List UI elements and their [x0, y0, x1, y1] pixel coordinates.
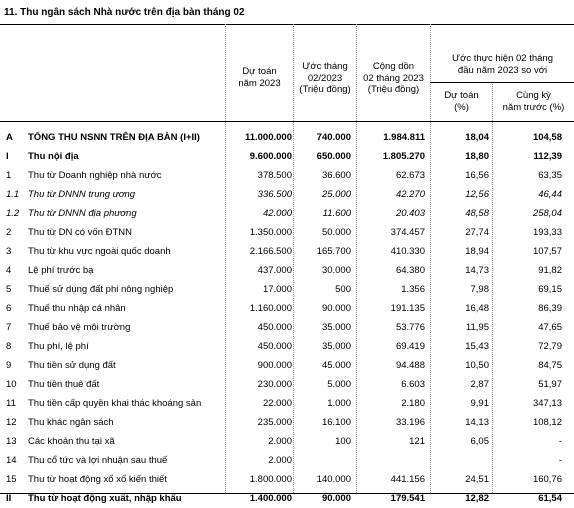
row-value: 33.196 — [395, 417, 425, 428]
table-row — [0, 432, 574, 451]
table-row — [0, 261, 574, 280]
row-value: 47,65 — [538, 322, 562, 333]
row-value: - — [558, 455, 562, 466]
table-row — [0, 128, 574, 147]
row-label: Thu từ Doanh nghiệp nhà nước — [28, 170, 162, 181]
header-uoc-thang — [294, 61, 356, 96]
row-value: 35.000 — [321, 341, 351, 352]
row-label: Thu phí, lệ phí — [28, 341, 89, 352]
row-value: 63,35 — [538, 170, 562, 181]
row-value: 165.700 — [316, 246, 351, 257]
table-row — [0, 280, 574, 299]
header-so-cung-ky — [493, 90, 574, 113]
row-value: 1.000 — [327, 398, 351, 409]
row-value: 374.457 — [390, 227, 425, 238]
table-row — [0, 375, 574, 394]
row-label: Thu tiền thuê đất — [28, 379, 100, 390]
row-value: 22.000 — [262, 398, 292, 409]
table-row — [0, 204, 574, 223]
row-value: 94.488 — [395, 360, 425, 371]
row-value: 17.000 — [262, 284, 292, 295]
row-value: 450.000 — [257, 341, 292, 352]
row-value: 437.000 — [257, 265, 292, 276]
row-value: 45.000 — [321, 360, 351, 371]
row-value: 1.160.000 — [249, 303, 292, 314]
row-code: 6 — [6, 303, 12, 314]
row-value: 230.000 — [257, 379, 292, 390]
row-label: Thu từ hoạt động xuất, nhập khẩu — [28, 493, 182, 504]
header-so-du-toan — [431, 90, 492, 113]
row-value: - — [558, 436, 562, 447]
row-value: 69.419 — [395, 341, 425, 352]
table-row — [0, 470, 574, 489]
row-value: 16,56 — [465, 170, 489, 181]
page-title: 11. Thu ngân sách Nhà nước trên địa bàn tháng 02 — [4, 7, 245, 18]
row-value: 51,97 — [538, 379, 562, 390]
row-value: 30.000 — [321, 265, 351, 276]
row-code: 14 — [6, 455, 17, 466]
row-code: 1.1 — [6, 189, 20, 200]
row-value: 53.776 — [395, 322, 425, 333]
row-code: A — [6, 132, 13, 143]
row-value: 235.000 — [257, 417, 292, 428]
table-row — [0, 185, 574, 204]
row-value: 2.000 — [268, 436, 292, 447]
row-value: 25.000 — [321, 189, 351, 200]
row-value: 336.500 — [257, 189, 292, 200]
header-text: Dự toán — [242, 66, 277, 77]
header-text: năm trước (%) — [502, 101, 565, 113]
row-value: 16,48 — [465, 303, 489, 314]
header-text: (Triệu đồng) — [367, 84, 420, 95]
header-text: 02 tháng 2023 — [363, 72, 424, 84]
row-value: 72,79 — [538, 341, 562, 352]
row-label: Thuế bảo vệ môi trường — [28, 322, 131, 333]
row-code: 3 — [6, 246, 12, 257]
table-row — [0, 356, 574, 375]
header-du-toan — [226, 66, 293, 89]
row-value: 84,75 — [538, 360, 562, 371]
row-value: 90.000 — [321, 303, 351, 314]
row-value: 1.400.000 — [249, 493, 292, 504]
row-value: 61,54 — [538, 493, 562, 504]
row-value: 24,51 — [465, 474, 489, 485]
row-value: 35.000 — [321, 322, 351, 333]
row-code: 8 — [6, 341, 12, 352]
row-value: 10,50 — [465, 360, 489, 371]
header-text: Ước thực hiện 02 tháng — [452, 53, 553, 64]
row-value: 1.805.270 — [382, 151, 425, 162]
header-subdivider — [430, 82, 574, 83]
row-code: 5 — [6, 284, 12, 295]
row-code: 10 — [6, 379, 17, 390]
row-code: 12 — [6, 417, 17, 428]
row-value: 14,13 — [465, 417, 489, 428]
row-value: 46,44 — [538, 189, 562, 200]
row-label: Thu nội địa — [28, 151, 79, 162]
header-text: 02/2023 — [307, 72, 343, 84]
row-value: 12,56 — [465, 189, 489, 200]
row-value: 104,58 — [532, 132, 562, 143]
table-row — [0, 318, 574, 337]
row-label: Lệ phí trước bạ — [28, 265, 94, 276]
table-row — [0, 147, 574, 166]
row-code: II — [6, 493, 12, 504]
row-value: 7,98 — [470, 284, 489, 295]
row-label: Thu từ khu vực ngoài quốc doanh — [28, 246, 171, 257]
row-value: 14,73 — [465, 265, 489, 276]
row-value: 378.500 — [257, 170, 292, 181]
row-label: TỔNG THU NSNN TRÊN ĐỊA BÀN (I+II) — [28, 132, 200, 143]
row-value: 107,57 — [532, 246, 562, 257]
row-value: 500 — [335, 284, 351, 295]
row-label: Thu cổ tức và lợi nhuận sau thuế — [28, 455, 168, 466]
row-code: 13 — [6, 436, 17, 447]
row-value: 2.180 — [401, 398, 425, 409]
row-value: 36.600 — [321, 170, 351, 181]
row-value: 258,04 — [532, 208, 562, 219]
row-label: Thuế thu nhập cá nhân — [28, 303, 126, 314]
row-value: 740.000 — [316, 132, 351, 143]
row-value: 191.135 — [390, 303, 425, 314]
row-value: 48,58 — [465, 208, 489, 219]
row-value: 6.603 — [401, 379, 425, 390]
row-value: 1.984.811 — [383, 132, 425, 143]
row-label: Các khoản thu tại xã — [28, 436, 115, 447]
row-value: 42.270 — [395, 189, 425, 200]
row-value: 16.100 — [321, 417, 351, 428]
row-value: 20.403 — [395, 208, 425, 219]
row-value: 410.330 — [390, 246, 425, 257]
row-value: 18,80 — [465, 151, 489, 162]
header-text: đầu năm 2023 so với — [457, 64, 548, 76]
row-value: 100 — [335, 436, 351, 447]
row-value: 441.156 — [390, 474, 425, 485]
row-label: Thuế sử dụng đất phi nông nghiệp — [28, 284, 174, 295]
header-text: Cùng kỳ — [516, 90, 551, 101]
row-label: Thu tiền sử dụng đất — [28, 360, 116, 371]
row-value: 91,82 — [538, 265, 562, 276]
row-value: 1.356 — [401, 284, 425, 295]
row-value: 18,94 — [465, 246, 489, 257]
row-value: 15,43 — [465, 341, 489, 352]
row-label: Thu từ hoạt động xổ xố kiến thiết — [28, 474, 167, 485]
row-value: 64.380 — [395, 265, 425, 276]
row-value: 179.541 — [390, 493, 425, 504]
row-code: 2 — [6, 227, 12, 238]
row-value: 11.600 — [322, 208, 351, 219]
header-bottom-border — [0, 121, 574, 122]
table-row — [0, 451, 574, 470]
row-value: 69,15 — [538, 284, 562, 295]
row-value: 121 — [409, 436, 425, 447]
table-row — [0, 242, 574, 261]
header-text: Cộng dồn — [372, 61, 415, 72]
header-text: (%) — [454, 101, 469, 113]
row-value: 18,04 — [465, 132, 489, 143]
row-value: 27,74 — [465, 227, 489, 238]
row-value: 90.000 — [321, 493, 351, 504]
row-label: Thu từ DNNN trung ương — [28, 189, 136, 200]
table-row — [0, 223, 574, 242]
header-uoc-thuc-hien — [431, 53, 574, 76]
row-code: 7 — [6, 322, 12, 333]
row-value: 50.000 — [321, 227, 351, 238]
row-value: 1.350.000 — [249, 227, 292, 238]
row-code: 11 — [6, 398, 16, 409]
row-value: 140.000 — [316, 474, 351, 485]
row-code: 4 — [6, 265, 12, 276]
row-value: 108,12 — [532, 417, 562, 428]
row-label: Thu từ DN có vốn ĐTNN — [28, 227, 133, 238]
row-label: Thu từ DNNN địa phương — [28, 208, 137, 219]
row-value: 160,76 — [532, 474, 562, 485]
table-bottom-border — [0, 493, 574, 494]
row-value: 900.000 — [257, 360, 292, 371]
row-value: 347,13 — [532, 398, 562, 409]
row-value: 5.000 — [327, 379, 351, 390]
row-label: Thu tiền cấp quyền khai thác khoáng sản — [28, 398, 202, 409]
table-top-border — [0, 24, 574, 25]
table-row — [0, 166, 574, 185]
row-value: 42.000 — [262, 208, 292, 219]
row-value: 2,87 — [470, 379, 489, 390]
header-text: năm 2023 — [238, 77, 281, 89]
row-value: 193,33 — [532, 227, 562, 238]
row-value: 112,39 — [533, 151, 562, 162]
table-row — [0, 394, 574, 413]
table-row — [0, 413, 574, 432]
row-value: 9.600.000 — [249, 151, 292, 162]
header-text: (Triệu đồng) — [299, 84, 351, 95]
header-text: Ước tháng — [302, 61, 348, 72]
table-row — [0, 299, 574, 318]
row-value: 12,82 — [465, 493, 489, 504]
header-cong-don — [357, 61, 430, 96]
table-row — [0, 489, 574, 508]
table-row — [0, 337, 574, 356]
row-value: 86,39 — [538, 303, 562, 314]
row-value: 11.000.000 — [244, 132, 292, 143]
header-text: Dự toán — [444, 90, 479, 101]
row-code: 1 — [6, 170, 12, 181]
row-value: 6,05 — [470, 436, 489, 447]
row-value: 450.000 — [257, 322, 292, 333]
row-code: I — [6, 151, 9, 162]
row-value: 11,95 — [465, 322, 489, 333]
row-value: 1.800.000 — [249, 474, 292, 485]
row-label: Thu khác ngân sách — [28, 417, 114, 428]
row-value: 650.000 — [316, 151, 351, 162]
row-value: 62.673 — [395, 170, 425, 181]
row-code: 15 — [6, 474, 17, 485]
row-code: 1.2 — [6, 208, 20, 219]
row-value: 9,91 — [470, 398, 489, 409]
row-code: 9 — [6, 360, 12, 371]
row-value: 2.000 — [268, 455, 292, 466]
row-value: 2.166.500 — [249, 246, 292, 257]
